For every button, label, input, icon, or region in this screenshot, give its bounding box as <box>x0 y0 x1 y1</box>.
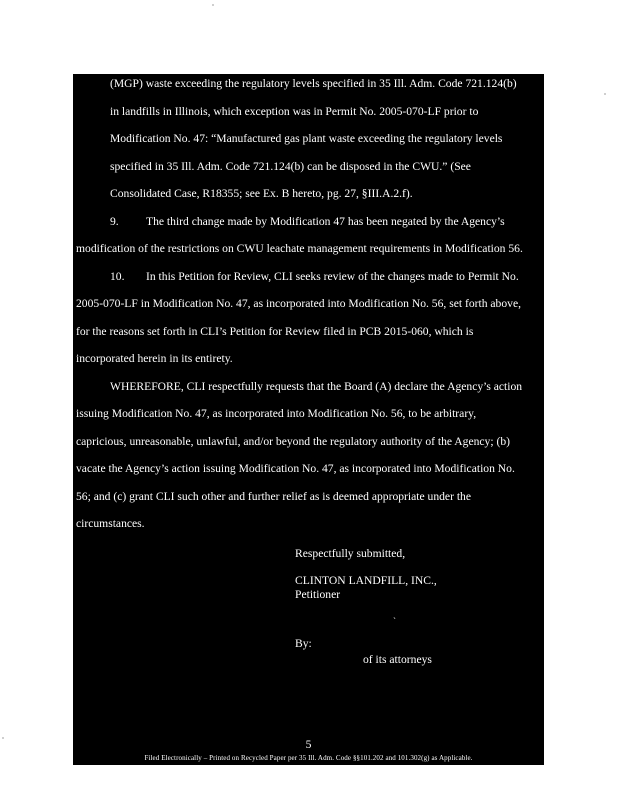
scan-speck <box>2 737 4 739</box>
paragraph-line: specified in 35 Ill. Adm. Code 721.124(b) can be disposed in the CWU.” (See <box>110 160 471 173</box>
document-page <box>73 74 544 765</box>
paragraph-line: capricious, unreasonable, unlawful, and/or beyond the regulatory authority of the Agency; (b) <box>76 435 510 448</box>
signature-tick: ` <box>393 616 396 626</box>
paragraph-line: modification of the restrictions on CWU leachate management requirements in Modification 56. <box>76 242 523 255</box>
paragraph-line: The third change made by Modification 47 has been negated by the Agency’s <box>146 215 505 228</box>
paragraph-number: 10. <box>110 270 125 283</box>
scan-speck <box>212 4 214 6</box>
signature-company: CLINTON LANDFILL, INC., <box>295 574 437 587</box>
signature-closing: Respectfully submitted, <box>295 547 406 560</box>
footer-note: Filed Electronically – Printed on Recycled Paper per 35 Ill. Adm. Code §§101.202 and 101.302(g) as Applicable. <box>144 754 473 762</box>
paragraph-line: (MGP) waste exceeding the regulatory levels specified in 35 Ill. Adm. Code 721.124(b) <box>110 77 517 90</box>
paragraph-line: issuing Modification No. 47, as incorporated into Modification No. 56, to be arbitrary, <box>76 407 477 420</box>
paragraph-line: vacate the Agency’s action issuing Modification No. 47, as incorporated into Modification No. <box>76 462 515 475</box>
paragraph-line: in landfills in Illinois, which exception was in Permit No. 2005-070-LF prior to <box>110 105 479 118</box>
scan-speck <box>604 93 606 95</box>
signature-attorneys: of its attorneys <box>363 653 432 666</box>
paragraph-line: for the reasons set forth in CLI’s Petition for Review filed in PCB 2015-060, which is <box>76 325 474 338</box>
paragraph-line: 56; and (c) grant CLI such other and further relief as is deemed appropriate under the <box>76 490 471 503</box>
paragraph-number: 9. <box>110 215 119 228</box>
paragraph-line: circumstances. <box>76 517 145 530</box>
paragraph-line: Modification No. 47: “Manufactured gas plant waste exceeding the regulatory levels <box>110 132 503 145</box>
paragraph-line: Consolidated Case, R18355; see Ex. B hereto, pg. 27, §III.A.2.f). <box>110 187 413 200</box>
paragraph-line: In this Petition for Review, CLI seeks review of the changes made to Permit No. <box>146 270 519 283</box>
signature-by-label: By: <box>295 637 312 650</box>
page-number: 5 <box>305 738 312 751</box>
paragraph-line: 2005-070-LF in Modification No. 47, as incorporated into Modification No. 56, set forth above, <box>76 297 521 310</box>
signature-role: Petitioner <box>295 588 341 601</box>
paragraph-line: incorporated herein in its entirety. <box>76 352 233 365</box>
paragraph-line: WHEREFORE, CLI respectfully requests that the Board (A) declare the Agency’s action <box>110 380 523 393</box>
